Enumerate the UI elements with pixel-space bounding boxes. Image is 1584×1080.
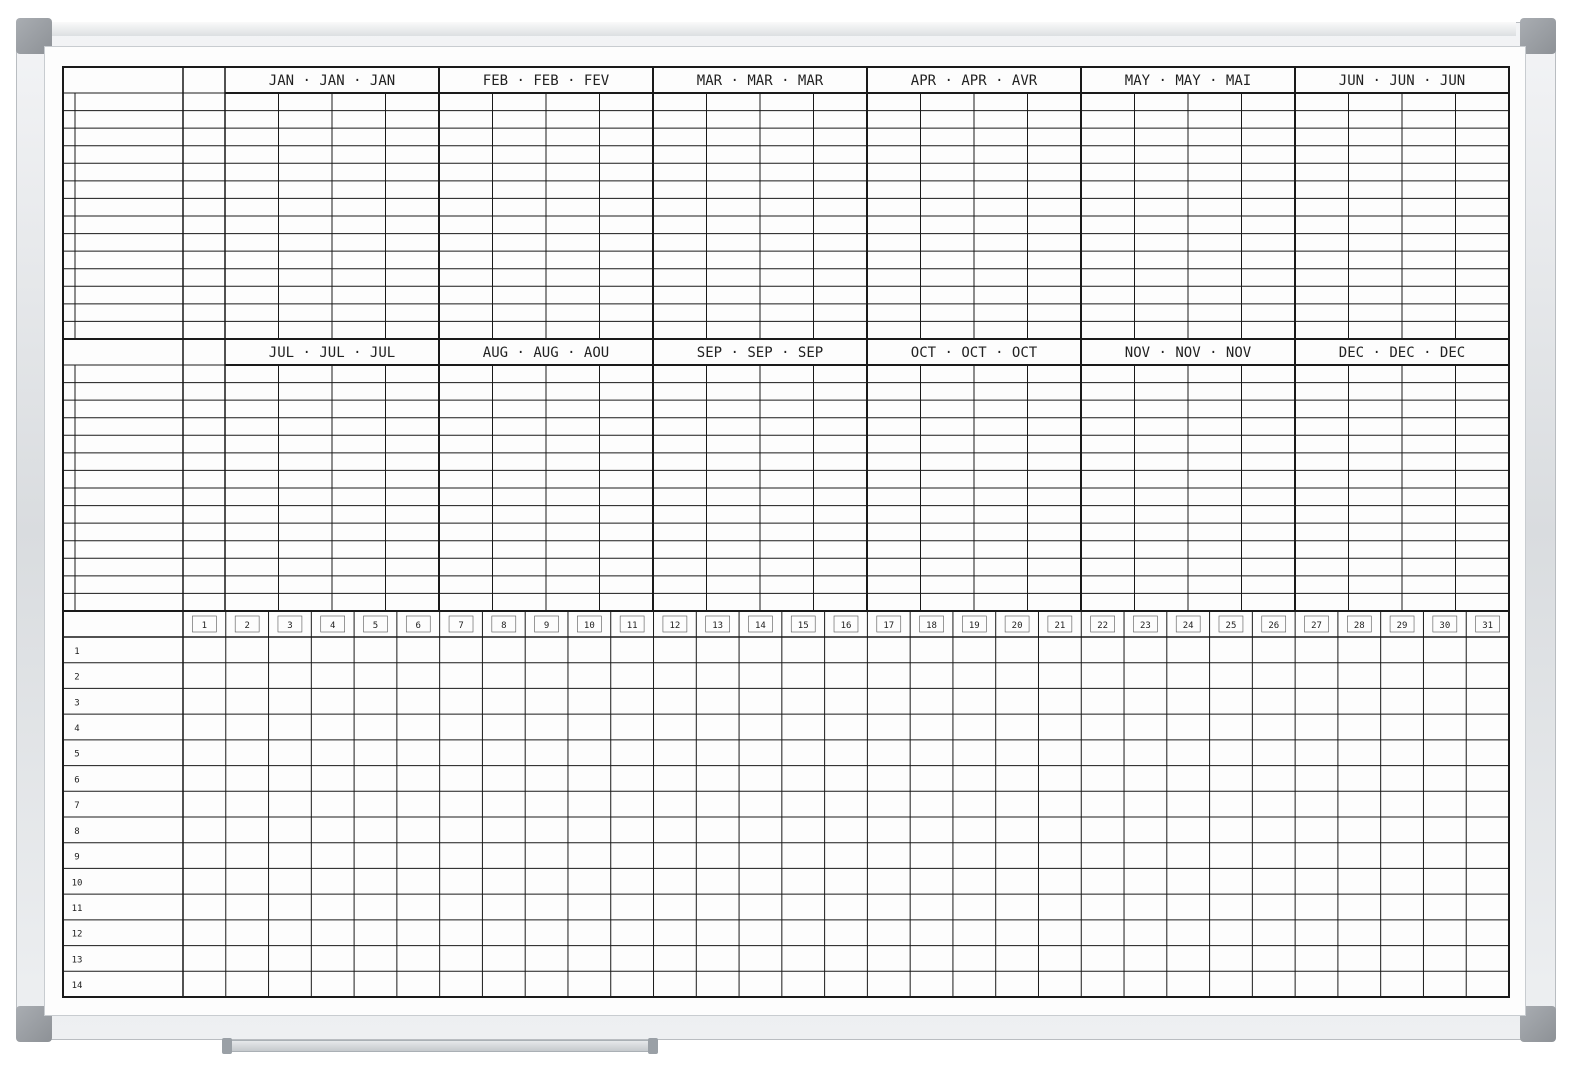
month-label: AUG · AUG · AOU <box>482 345 610 361</box>
row-number: 11 <box>71 904 83 914</box>
marker-tray[interactable] <box>224 1040 658 1052</box>
day-number: 16 <box>840 621 852 631</box>
day-number: 5 <box>372 621 379 631</box>
day-number: 10 <box>583 621 595 631</box>
row-number: 2 <box>74 672 80 683</box>
row-number: 12 <box>71 929 83 940</box>
day-number: 9 <box>543 621 550 631</box>
day-number: 6 <box>415 621 421 631</box>
day-number: 27 <box>1311 621 1322 631</box>
row-number: 5 <box>74 749 80 760</box>
month-label: SEP · SEP · SEP <box>696 345 824 361</box>
row-number: 7 <box>74 801 80 812</box>
day-number: 24 <box>1182 621 1194 631</box>
frame-top-rail <box>36 22 1516 36</box>
day-number: 2 <box>244 621 250 631</box>
grid-outer-border <box>63 67 1509 997</box>
day-number: 3 <box>287 621 293 631</box>
month-label: JUN · JUN · JUN <box>1338 73 1466 89</box>
month-label: OCT · OCT · OCT <box>910 345 1038 361</box>
day-number: 18 <box>926 621 937 631</box>
day-number: 15 <box>797 621 809 631</box>
month-label: FEB · FEB · FEV <box>482 73 610 89</box>
row-number: 8 <box>74 826 80 837</box>
day-number: 25 <box>1225 621 1237 631</box>
day-number: 30 <box>1439 621 1451 631</box>
day-number: 4 <box>329 621 336 631</box>
month-label: JUL · JUL · JUL <box>268 345 396 361</box>
planner-board <box>44 46 1526 1016</box>
month-label: DEC · DEC · DEC <box>1338 345 1466 361</box>
day-number: 21 <box>1054 621 1066 631</box>
day-number: 1 <box>201 621 208 631</box>
marker-tray-end-cap <box>222 1038 232 1054</box>
month-label: NOV · NOV · NOV <box>1124 345 1252 361</box>
day-number: 7 <box>458 621 464 631</box>
day-number: 22 <box>1097 621 1109 631</box>
yearly-planner-grid <box>45 47 1527 1017</box>
row-number: 4 <box>74 724 80 734</box>
month-label: JAN · JAN · JAN <box>268 73 396 89</box>
day-number: 11 <box>626 621 638 631</box>
day-number: 20 <box>1011 621 1023 631</box>
day-number: 31 <box>1482 621 1494 631</box>
marker-tray-end-cap <box>648 1038 658 1054</box>
day-number: 23 <box>1139 621 1151 631</box>
day-number: 19 <box>968 621 980 631</box>
row-number: 13 <box>71 955 83 966</box>
day-number: 13 <box>712 621 724 631</box>
day-number: 12 <box>669 621 681 631</box>
month-label: APR · APR · AVR <box>910 73 1038 89</box>
row-number: 3 <box>74 698 80 709</box>
month-label: MAR · MAR · MAR <box>696 73 824 89</box>
day-number: 28 <box>1353 621 1365 631</box>
row-number: 10 <box>71 878 83 889</box>
day-number: 17 <box>883 621 895 631</box>
row-number: 14 <box>71 981 83 992</box>
day-number: 29 <box>1396 621 1408 631</box>
row-number: 9 <box>74 852 80 863</box>
day-number: 14 <box>755 621 766 631</box>
row-number: 1 <box>74 646 80 657</box>
day-number: 8 <box>501 621 507 631</box>
day-number: 26 <box>1268 621 1280 631</box>
row-number: 6 <box>74 775 80 786</box>
month-label: MAY · MAY · MAI <box>1124 73 1252 89</box>
